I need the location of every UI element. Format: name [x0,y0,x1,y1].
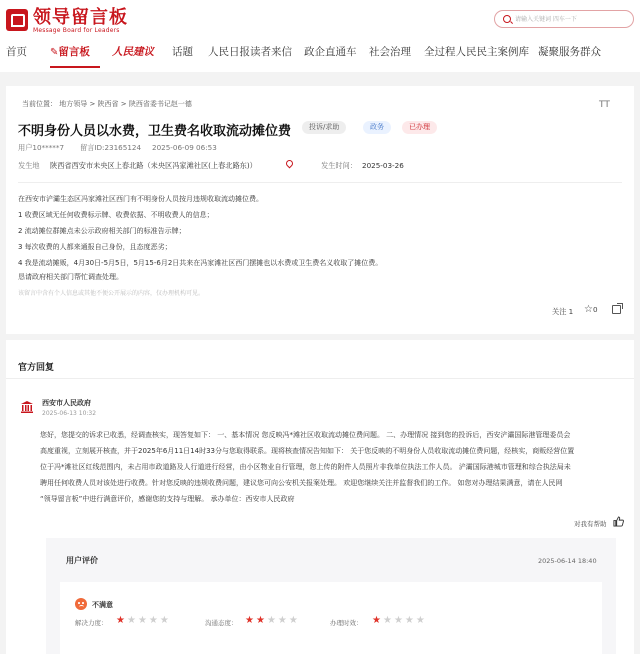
rating-stars-attitude [245,615,300,626]
tag-domain: 政务 [363,121,391,134]
star-empty-icon: ★ [137,615,149,626]
reply-text-line: 聘用任何收费人员对该处进行收费。针对您反映的违规收费问题，建议您可向公安机关报案处理。 欢迎您继续关注并监督我们的工作。 如您对办理结果满意，请在人民网 [40,479,563,487]
nav-enterprise-express[interactable]: 政企直通车 [304,46,357,58]
nav-people-suggestion[interactable]: 人民建议 [112,46,154,58]
time-label: 发生时间： [321,161,357,170]
reply-organization: 西安市人民政府 [42,399,91,407]
message-body-line: 3 每次收费的人都来通报自己身份，且态度恶劣； [18,243,172,251]
star-empty-icon: ★ [148,615,160,626]
search-icon[interactable] [503,15,511,23]
reply-heading: 官方回复 [18,363,55,373]
divider [6,378,634,379]
time-value: 2025-03-26 [362,161,404,170]
government-building-icon [20,400,34,414]
favorite-button[interactable] [584,304,598,315]
reply-text-line: 位于冯*滩社区红线范围内，未占用市政道路及人行道进行经营，由小区物业自行管理，您上传的附件人员照片非我单位执法工作人员。 浐灞国际港城市管理和综合执法局未 [40,463,571,471]
reply-text-line: “领导留言板”中进行满意评价，感谢您的支持与理解。 承办单位：西安市人民政府 [40,495,295,503]
evaluation-date: 2025-06-14 18:40 [538,557,597,565]
logo-subtitle: Message Board for Leaders [33,27,120,34]
main-nav [0,40,640,64]
satisfaction-level: 不满意 [92,601,113,609]
edit-icon: ✎ [50,47,59,58]
star-empty-icon: ★ [126,615,138,626]
message-card [6,86,634,334]
logo-title: 领导留言板 [33,7,128,28]
nav-message-board-label: 留言板 [58,46,90,58]
star-empty-icon: ★ [159,615,171,626]
nav-home[interactable]: 首页 [6,46,27,58]
star-empty-icon: ★ [266,615,278,626]
message-body-line: 1 收费区域无任何收费标示牌、收费依据、不明收费人的信息； [18,211,214,219]
reply-date: 2025-06-13 10:32 [42,410,97,417]
message-id: 留言ID:23165124 [80,143,142,152]
nav-readers-letters[interactable]: 人民日报读者来信 [208,46,292,58]
search-box[interactable] [494,10,634,28]
message-body-line: 恳请政府相关部门帮忙调查处理。 [18,273,123,281]
privacy-notice: 该留言中含有个人信息或其他不便公开展示的内容，仅办理机构可见。 [18,290,205,297]
logo-icon [6,9,28,31]
reply-text-line: 您好，您提交的诉求已收悉，经调查核实，现答复如下： 一、基本情况 您反映冯*滩社区收取流动摊位费问题。 二、办理情况 接到您的投诉后，西安浐灞国际港管理委员会 [40,431,571,439]
location-label: 发生地 [18,161,40,170]
rating-label-attitude: 沟通态度： [205,619,238,627]
nav-social-governance[interactable]: 社会治理 [369,46,411,58]
message-title: 不明身份人员以水费，卫生费名收取流动摊位费 [18,124,292,139]
follow-button[interactable]: 关注 1 [552,307,574,316]
rating-label-resolution: 解决力度： [75,619,108,627]
share-icon[interactable] [612,305,621,314]
star-empty-icon: ★ [393,615,405,626]
location-pin-icon [285,159,295,169]
star-empty-icon: ★ [382,615,394,626]
thumbs-up-icon[interactable] [613,516,624,527]
evaluation-detail [60,582,602,654]
star-empty-icon: ★ [415,615,427,626]
unhappy-face-icon [75,598,87,610]
font-size-toggle[interactable]: TT [599,100,610,110]
site-logo[interactable] [6,8,128,34]
nav-democracy-cases[interactable]: 全过程人民民主案例库 [424,46,529,58]
star-empty-icon: ★ [288,615,300,626]
post-time: 2025-06-09 06:53 [152,143,217,152]
nav-active-indicator [50,66,100,68]
star-filled-icon: ★ [372,615,383,626]
evaluation-title: 用户评价 [66,556,98,565]
rating-stars-resolution [116,615,171,626]
nav-message-board[interactable] [50,44,90,59]
rating-label-timeliness: 办理时效： [330,619,363,627]
star-empty-icon: ★ [277,615,289,626]
message-body-line: 4 我是流动摊贩，4月30日-5月5日，5月15-6月2日共来在冯家滩社区西门摆摊也以水费或卫生费名义收取了摊位费。 [18,259,383,267]
message-body-line: 2 流动摊位群摊点未公示政府相关部门的标准告示牌； [18,227,186,235]
message-body-line: 在西安市浐灞生态区冯家滩社区西门有不明身份人员按月违规收取流动摊位费。 [18,195,263,203]
star-outline-icon: ☆ [584,304,593,315]
nav-topics[interactable]: 话题 [172,46,193,58]
reply-text-line: 高度重视，立刻展开核查，并于2025年6月11日14时33分与您取得联系。现将核查情况告知如下： 关于您反映的不明身份人员收取流动摊位费问题，经核实，商贩经营位置 [40,447,575,455]
star-filled-icon: ★ [245,615,256,626]
rating-stars-timeliness [372,615,427,626]
star-filled-icon: ★ [255,615,267,626]
official-reply-card [6,340,634,654]
helpful-label[interactable]: 对我有帮助 [574,520,607,528]
site-header [0,0,640,72]
user-evaluation-panel [46,538,616,654]
location-value: 陕西省西安市未央区上春北路（未央区冯家滩社区(上春北路东)） [50,161,257,170]
breadcrumb[interactable]: 当前位置： 地方领导 > 陕西省 > 陕西省委书记赵一德 [22,100,192,108]
tag-category: 投诉/求助 [302,121,346,134]
status-badge: 已办理 [402,121,437,134]
divider [18,182,622,183]
favorite-count: 0 [592,305,598,314]
user-label: 用户10*****7 [18,143,65,152]
search-input[interactable] [515,13,629,25]
nav-serve-masses[interactable]: 凝聚服务群众 [538,46,601,58]
star-empty-icon: ★ [404,615,416,626]
star-filled-icon: ★ [116,615,127,626]
